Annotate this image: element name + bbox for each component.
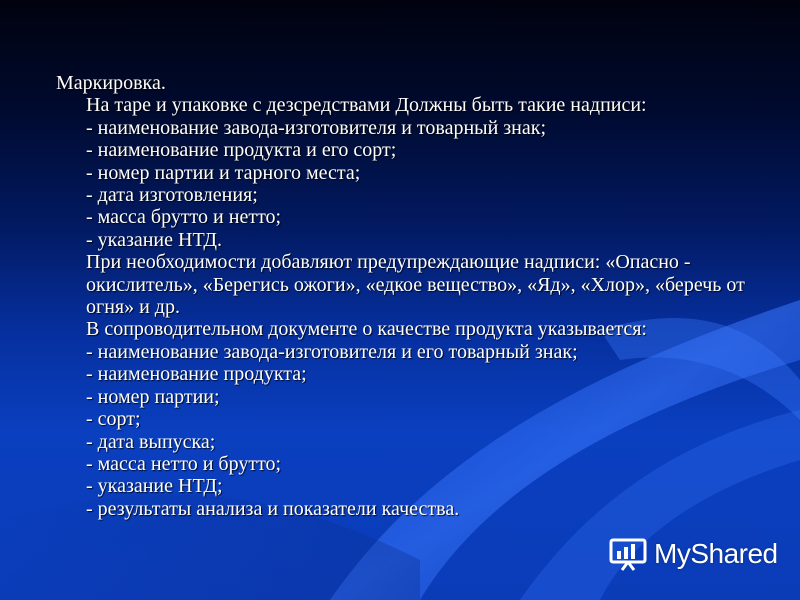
watermark-text: MyShared <box>654 538 778 569</box>
tare-item: - номер партии и тарного места; <box>86 161 361 184</box>
doc-item: - номер партии; <box>86 385 220 408</box>
doc-item: - наименование завода-изготовителя и его товарный знак; <box>86 340 578 363</box>
doc-item: - сорт; <box>86 408 141 431</box>
slide-text <box>56 72 776 520</box>
myshared-watermark <box>608 536 778 572</box>
presentation-board-icon <box>608 536 648 572</box>
warning-paragraph: При необходимости добавляют предупреждающие надписи: «Опасно - окислитель», «Берегись ожоги», «едкое вещество», «Яд», «Хлор», «беречь от огня» и др. <box>86 251 745 319</box>
tare-item: - дата изготовления; <box>86 184 258 207</box>
tare-item: - масса брутто и нетто; <box>86 206 282 229</box>
doc-item: - дата выпуска; <box>86 430 216 453</box>
slide-heading: Маркировка. <box>56 72 166 94</box>
tare-item: - наименование продукта и его сорт; <box>86 139 397 162</box>
doc-item: - указание НТД; <box>86 475 223 498</box>
doc-item: - наименование продукта; <box>86 363 307 386</box>
tare-item: - наименование завода-изготовителя и товарный знак; <box>86 116 547 139</box>
tare-item: - указание НТД. <box>86 228 223 251</box>
tare-intro: На таре и упаковке с дезсредствами Должны быть такие надписи: <box>86 94 647 117</box>
doc-item: - масса нетто и брутто; <box>86 452 282 475</box>
doc-item: - результаты анализа и показатели качества. <box>86 497 460 520</box>
doc-intro: В сопроводительном документе о качестве продукта указывается: <box>86 318 647 341</box>
